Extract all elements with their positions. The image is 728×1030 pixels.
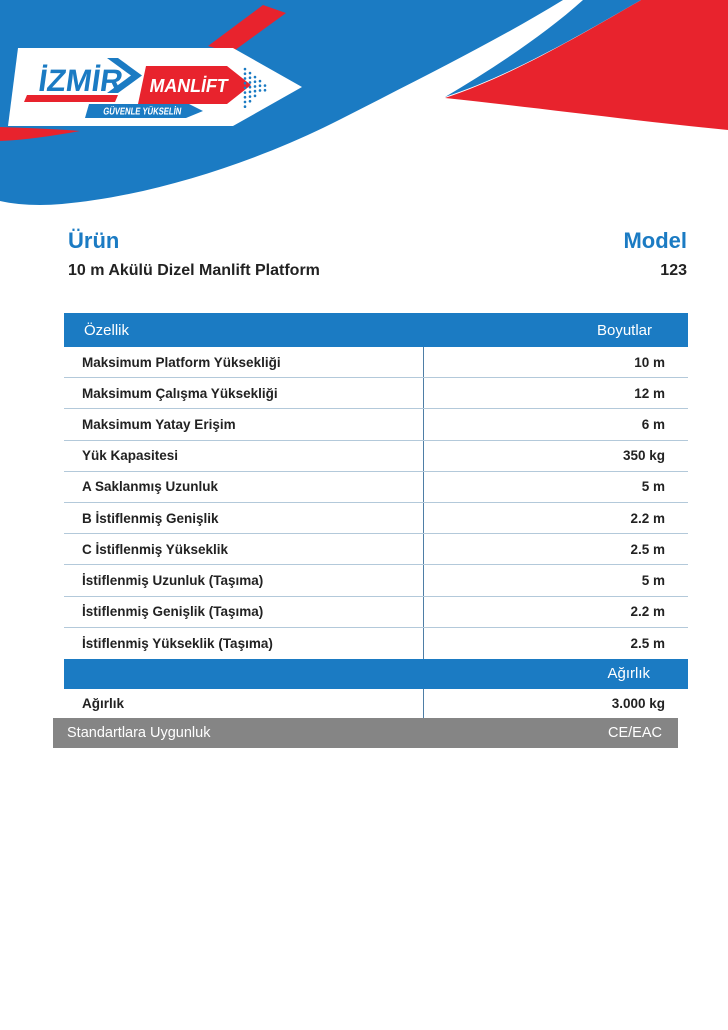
product-label: Ürün <box>68 228 120 253</box>
spec-value: 12 m <box>423 378 688 408</box>
spec-value: 2.2 m <box>423 597 688 627</box>
spec-table <box>64 313 688 719</box>
table-row <box>64 628 688 659</box>
spec-value: 350 kg <box>423 441 688 471</box>
spec-value: 10 m <box>423 347 688 377</box>
spec-label: Ağırlık <box>82 696 125 712</box>
table-row <box>64 503 688 534</box>
spec-value: 2.2 m <box>423 503 688 533</box>
spec-value: 2.5 m <box>423 534 688 564</box>
table-body <box>64 347 688 659</box>
logo-tagline: GÜVENLE YÜKSELİN <box>102 106 206 118</box>
table-row <box>64 409 688 440</box>
table-row <box>64 472 688 503</box>
logo-brand-top: İZMİR <box>36 63 126 98</box>
table-row <box>64 378 688 409</box>
spec-label: Maksimum Yatay Erişim <box>82 416 236 432</box>
column-header-dimensions: Boyutlar <box>596 321 652 339</box>
table-row <box>64 534 688 565</box>
column-header-feature: Özellik <box>84 321 130 339</box>
spec-label: İstiflenmiş Uzunluk (Taşıma) <box>82 572 264 588</box>
table-row <box>64 441 688 472</box>
spec-value: 2.5 m <box>423 628 688 659</box>
table-header <box>64 313 688 347</box>
table-row <box>64 597 688 628</box>
spec-value: 5 m <box>423 565 688 595</box>
table-row <box>64 565 688 596</box>
product-right <box>623 228 687 281</box>
spec-label: B İstiflenmiş Genişlik <box>82 510 219 526</box>
product-left <box>68 228 320 281</box>
logo-underline-bar <box>24 95 118 102</box>
spec-label: C İstiflenmiş Yükseklik <box>82 541 229 557</box>
compliance-value: CE/EAC <box>608 725 662 741</box>
product-name: 10 m Akülü Dizel Manlift Platform <box>68 262 320 279</box>
model-label: Model <box>623 228 687 253</box>
spec-label: Maksimum Çalışma Yüksekliği <box>82 385 278 401</box>
spec-label: A Saklanmış Uzunluk <box>82 479 219 495</box>
header-graphic <box>0 0 728 240</box>
logo-brand-bottom: MANLİFT <box>147 76 235 97</box>
weight-row <box>64 689 688 719</box>
spec-label: İstiflenmiş Yükseklik (Taşıma) <box>82 635 273 651</box>
spec-label: Yük Kapasitesi <box>82 448 179 464</box>
compliance-bar <box>53 718 678 748</box>
spec-label: İstiflenmiş Genişlik (Taşıma) <box>82 604 264 620</box>
spec-label: Maksimum Platform Yüksekliği <box>82 354 281 370</box>
weight-section-header: Ağırlık <box>64 659 688 689</box>
spec-value: 3.000 kg <box>423 689 688 719</box>
table-row <box>64 347 688 378</box>
product-header <box>68 228 687 281</box>
spec-value: 6 m <box>423 409 688 439</box>
spec-value: 5 m <box>423 472 688 502</box>
model-value: 123 <box>660 262 687 279</box>
compliance-label: Standartlara Uygunluk <box>67 725 211 741</box>
